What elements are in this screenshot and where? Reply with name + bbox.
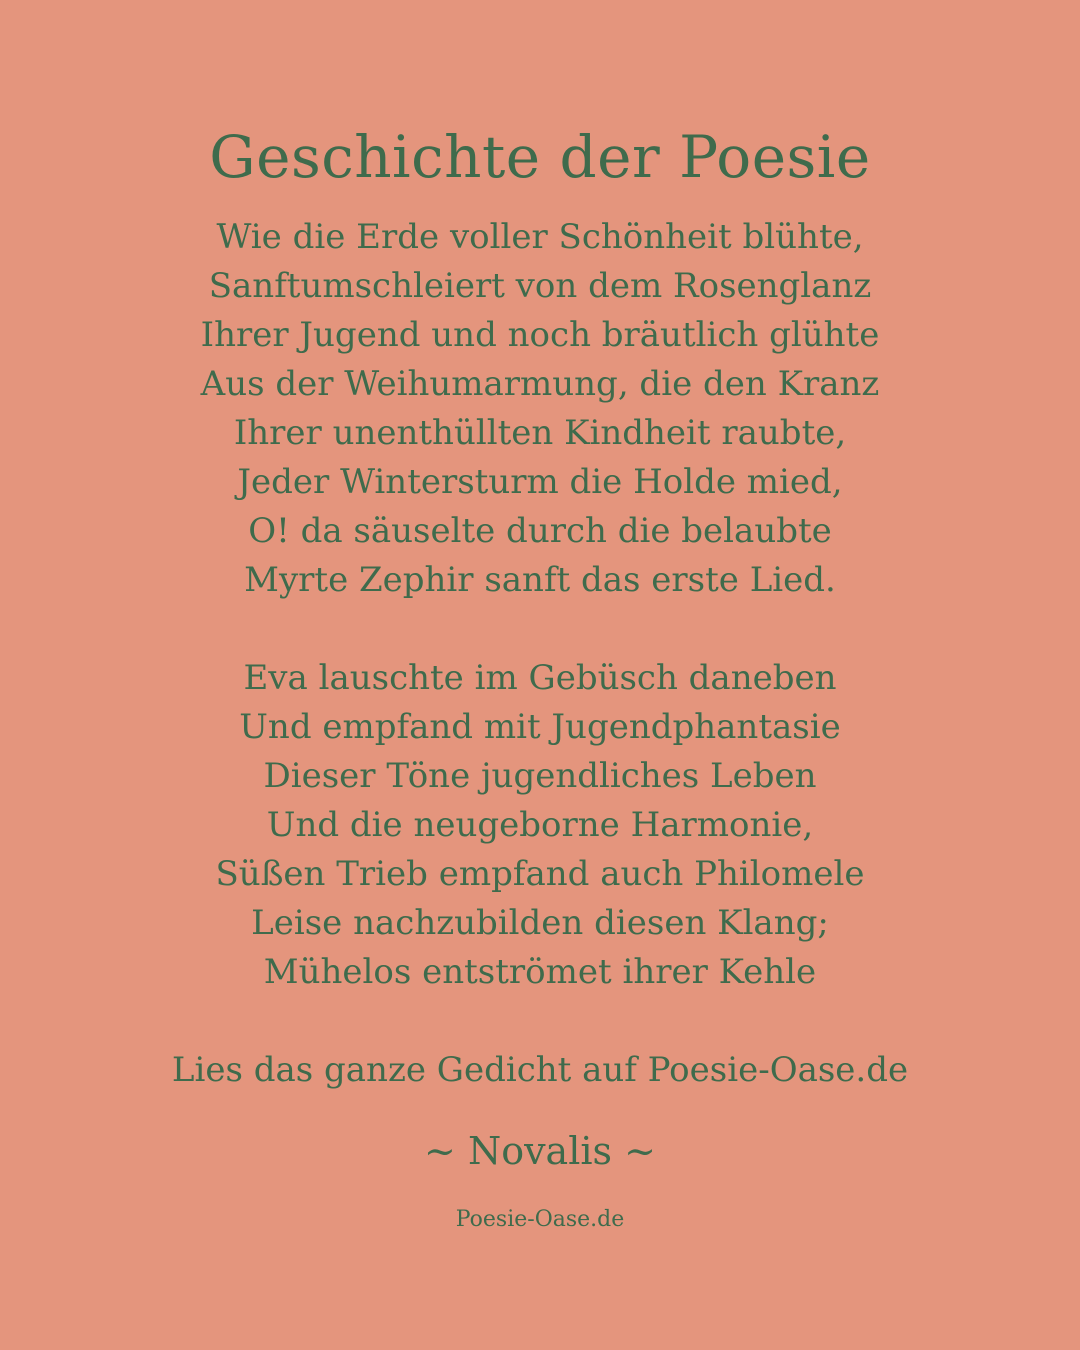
poem-line: Süßen Trieb empfand auch Philomele bbox=[215, 854, 865, 894]
site-footer: Poesie-Oase.de bbox=[455, 1207, 625, 1232]
poem-line: Mühelos entströmet ihrer Kehle bbox=[263, 952, 817, 992]
poem-line: Wie die Erde voller Schönheit blühte, bbox=[216, 217, 864, 257]
poem-line: Dieser Töne jugendliches Leben bbox=[263, 756, 817, 796]
poem-line: Jeder Wintersturm die Holde mied, bbox=[237, 462, 843, 502]
poem-line: Aus der Weihumarmung, die den Kranz bbox=[200, 364, 880, 404]
stanza-2 bbox=[0, 654, 1080, 997]
author-name: ~ Novalis ~ bbox=[424, 1129, 656, 1173]
poem-title: Geschichte der Poesie bbox=[209, 123, 871, 191]
poem-line: Myrte Zephir sanft das erste Lied. bbox=[244, 560, 836, 600]
poem-line: Und die neugeborne Harmonie, bbox=[266, 805, 814, 845]
poem-line: Und empfand mit Jugendphantasie bbox=[239, 707, 841, 747]
stanza-1 bbox=[0, 213, 1080, 605]
poem-line: Leise nachzubilden diesen Klang; bbox=[251, 903, 829, 943]
read-full-poem-text: Lies das ganze Gedicht auf Poesie-Oase.de bbox=[171, 1050, 909, 1090]
poem-line: O! da säuselte durch die belaubte bbox=[248, 511, 832, 551]
poem-line: Ihrer Jugend und noch bräutlich glühte bbox=[200, 315, 880, 355]
poem-line: Sanftumschleiert von dem Rosenglanz bbox=[208, 266, 872, 306]
poem-line: Ihrer unenthüllten Kindheit raubte, bbox=[233, 413, 847, 453]
poem-line: Eva lauschte im Gebüsch daneben bbox=[243, 658, 837, 698]
